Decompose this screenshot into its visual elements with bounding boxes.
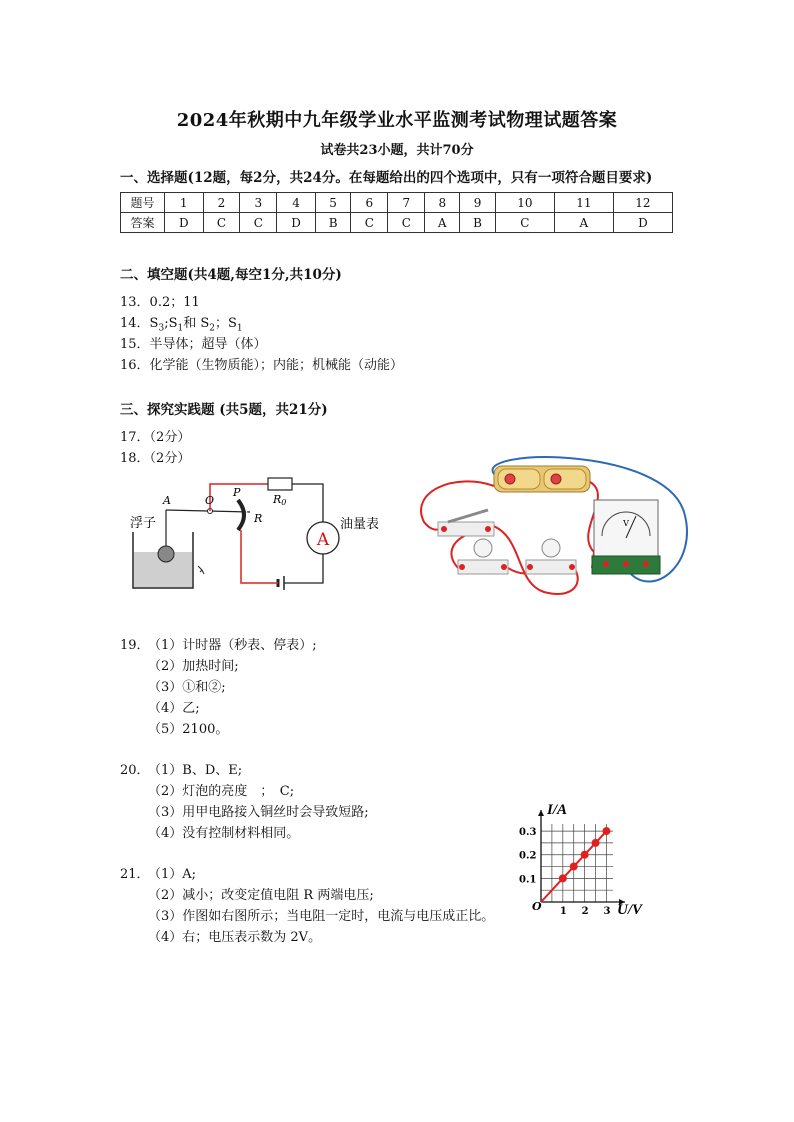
row-label-answer: 答案 — [121, 213, 165, 233]
answer-table — [120, 192, 673, 233]
table-cell: A — [554, 213, 613, 233]
table-cell: 9 — [460, 193, 496, 213]
x-tick-label: 2 — [581, 906, 589, 917]
subscript: 3 — [158, 323, 165, 334]
answer-19-item: （2）加热时间; — [148, 659, 239, 674]
answer-19-item: （5）2100。 — [148, 722, 229, 737]
oil-gauge-circuit-diagram — [128, 470, 398, 600]
answer-21-item: （4）右；电压表示数为 2V。 — [148, 930, 322, 945]
data-point — [570, 863, 578, 871]
table-cell: C — [351, 213, 388, 233]
table-cell: 7 — [388, 193, 425, 213]
table-cell: D — [165, 213, 204, 233]
table-cell: 5 — [315, 193, 351, 213]
answer-21-item: （2）减小；改变定值电阻 R 两端电压; — [148, 888, 374, 903]
current-voltage-chart — [503, 796, 653, 922]
chart-marks — [541, 827, 610, 902]
physical-circuit-diagram — [414, 452, 696, 600]
origin-label: O — [532, 900, 542, 913]
table-cell: 12 — [613, 193, 672, 213]
table-cell: C — [495, 213, 554, 233]
label-a: A — [163, 494, 171, 507]
answer-19-item: （4）乙; — [148, 701, 200, 716]
answer-19-item: （3）①和②; — [148, 680, 226, 695]
answer-18: 18．（2分） — [120, 451, 191, 466]
table-cell: C — [203, 213, 240, 233]
answer-20-item: （1）B、D、E; — [148, 763, 243, 778]
subscript: 2 — [209, 323, 215, 334]
y-axis-arrow — [538, 810, 544, 816]
answer-20-item: （3）用甲电路接入铜丝时会导致短路; — [148, 805, 369, 820]
answer-14-text: ；S — [215, 316, 237, 331]
ammeter-symbol: A — [316, 530, 330, 550]
section1-heading: 一、选择题(12题，每2分，共24分。在每题给出的四个选项中，只有一项符合题目要求) — [120, 170, 653, 186]
table-cell: B — [315, 213, 351, 233]
table-cell: 6 — [351, 193, 388, 213]
y-tick-label: 0.3 — [519, 827, 537, 839]
data-point — [592, 839, 600, 847]
table-cell: 8 — [425, 193, 460, 213]
table-cell: 1 — [165, 193, 204, 213]
table-cell: C — [388, 213, 425, 233]
table-cell: D — [613, 213, 672, 233]
table-cell: 11 — [554, 193, 613, 213]
table-cell: 2 — [203, 193, 240, 213]
answer-19-number: 19． — [120, 638, 150, 653]
subscript: 1 — [177, 323, 184, 334]
answer-13: 13．0.2；11 — [120, 295, 200, 310]
answer-14-text: ;S — [164, 316, 178, 331]
row-label-question: 题号 — [121, 193, 165, 213]
answer-14 — [120, 312, 243, 334]
table-cell: A — [425, 213, 460, 233]
page-title: 2024年秋期中九年级学业水平监测考试物理试题答案 — [176, 110, 618, 131]
answer-20-item: （4）没有控制材料相同。 — [148, 826, 300, 841]
answer-15: 15．半导体；超导（体） — [120, 337, 267, 352]
data-point — [602, 827, 610, 835]
section3-heading: 三、探究实践题 (共5题，共21分) — [120, 402, 328, 418]
label-r: R — [254, 512, 263, 525]
y-tick-label: 0.1 — [519, 874, 537, 886]
answer-21-item: （3）作图如右图所示；当电阻一定时，电流与电压成正比。 — [148, 909, 495, 924]
answer-17: 17．（2分） — [120, 430, 191, 445]
answer-19-item: （1）计时器（秒表、停表）; — [148, 638, 317, 653]
x-axis-label: U/V — [617, 902, 643, 918]
y-tick-label: 0.2 — [519, 850, 537, 862]
answer-14-text: 和 S — [183, 316, 210, 331]
label-oil-gauge: 油量表 — [340, 517, 380, 532]
table-cell: D — [277, 213, 316, 233]
table-row-questions — [121, 193, 673, 213]
table-cell: 3 — [240, 193, 277, 213]
table-cell: 10 — [495, 193, 554, 213]
label-p: P — [233, 486, 241, 499]
voltmeter-symbol: V — [623, 519, 629, 528]
table-row-answers — [121, 213, 673, 233]
table-cell: 4 — [277, 193, 316, 213]
x-tick-label: 3 — [603, 906, 611, 917]
answer-20-number: 20． — [120, 763, 150, 778]
answer-21-item: （1）A; — [148, 867, 197, 882]
label-o: O — [205, 494, 215, 507]
answer-21-number: 21． — [120, 867, 150, 882]
answer-20-item: （2）灯泡的亮度 ； C; — [148, 784, 295, 799]
y-axis-label: I/A — [547, 802, 568, 818]
answer-16: 16．化学能（生物质能）；内能；机械能（动能） — [120, 358, 404, 373]
table-cell: B — [460, 213, 496, 233]
label-float: 浮子 — [130, 516, 157, 531]
data-point — [559, 874, 567, 882]
section2-heading: 二、填空题(共4题,每空1分,共10分) — [120, 267, 342, 283]
label-r0: R0 — [273, 493, 287, 507]
answer-14-text: 14．S — [120, 316, 159, 331]
table-cell: C — [240, 213, 277, 233]
subscript: 1 — [236, 323, 243, 334]
x-tick-label: 1 — [559, 906, 567, 917]
page-subtitle: 试卷共23小题，共计70分 — [320, 143, 474, 158]
data-point — [581, 851, 589, 859]
